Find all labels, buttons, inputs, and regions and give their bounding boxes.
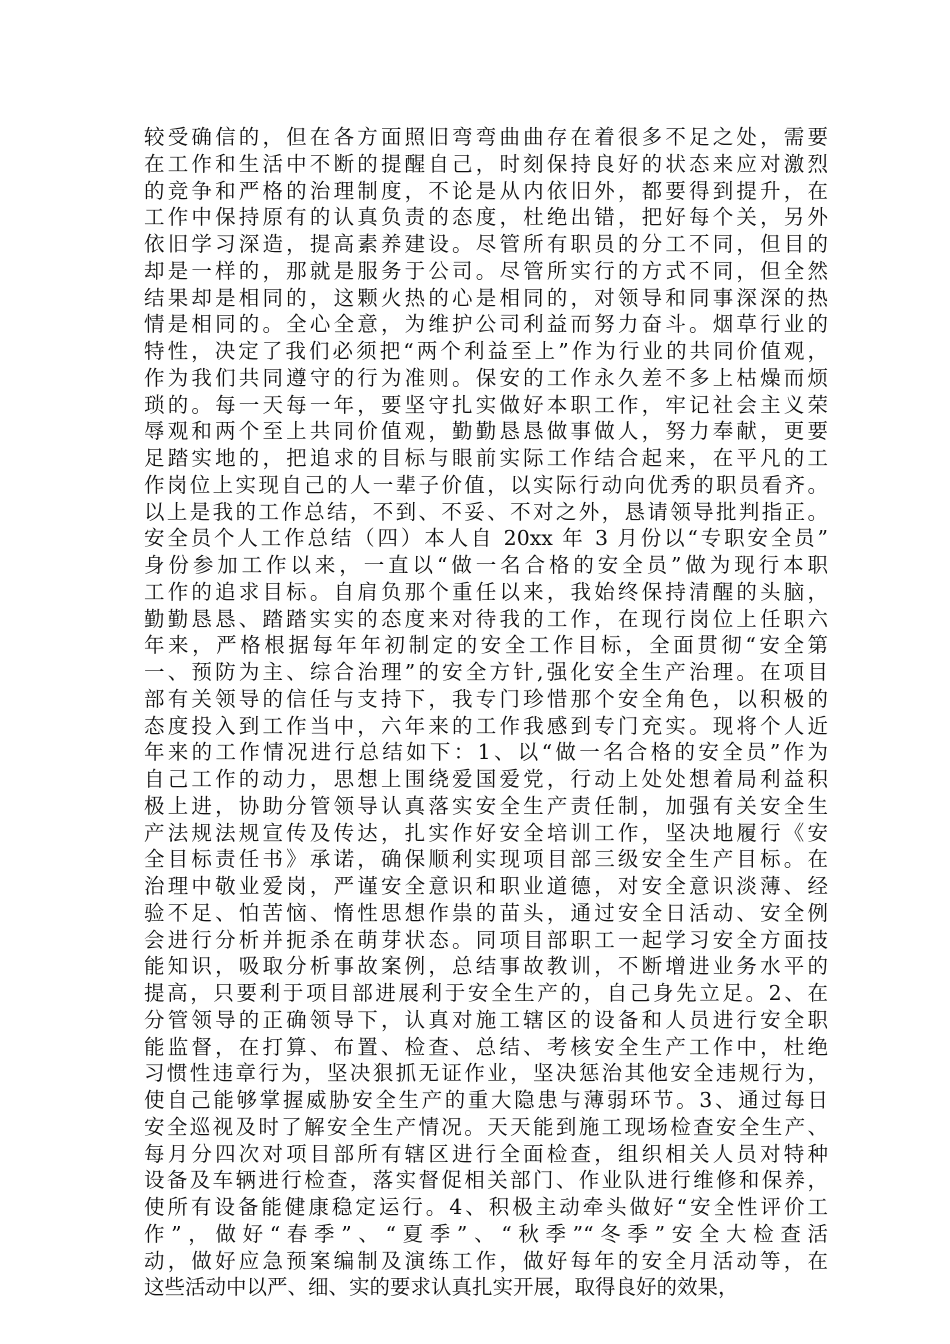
text-line: 特性，决定了我们必须把“两个利益至上”作为行业的共同价值观， — [144, 339, 828, 363]
text-line: 结果却是相同的，这颗火热的心是相同的，对领导和同事深深的热 — [144, 285, 828, 310]
text-line: 勤勤恳恳、踏踏实实的态度来对待我的工作，在现行岗位上任职六 — [144, 606, 828, 631]
text-line: 工作中保持原有的认真负责的态度，杜绝出错，把好每个关，另外 — [144, 205, 828, 230]
text-line: 使自己能够掌握威胁安全生产的重大隐患与薄弱环节。3、通过每日 — [144, 1088, 828, 1112]
text-line: 琐的。每一天每一年，要坚守扎实做好本职工作，牢记社会主义荣 — [144, 392, 828, 417]
text-line: 足踏实地的，把追求的目标与眼前实际工作结合起来，在平凡的工 — [144, 446, 828, 470]
text-line: 依旧学习深造，提高素养建设。尽管所有职员的分工不同，但目的 — [144, 232, 828, 256]
text-line: 极上进，协助分管领导认真落实安全生产责任制，加强有关安全生 — [144, 793, 828, 818]
text-line: 以上是我的工作总结，不到、不妥、不对之外，恳请领导批判指正。 — [144, 499, 828, 524]
text-line: 会进行分析并扼杀在萌芽状态。同项目部职工一起学习安全方面技 — [144, 927, 828, 952]
text-line: 这些活动中以严、细、实的要求认真扎实开展，取得良好的效果， — [144, 1275, 739, 1300]
text-line: 工作的追求目标。自肩负那个重任以来，我始终保持清醒的头脑， — [144, 579, 828, 604]
text-line: 提高，只要利于项目部进展利于安全生产的，自己身先立足。2、在 — [144, 981, 828, 1005]
text-line: 使所有设备能健康稳定运行。4、积极主动牵头做好“安全性评价工 — [144, 1195, 828, 1219]
text-line: 能知识，吸取分析事故案例，总结事故教训，不断增进业务水平的 — [144, 954, 828, 979]
text-line: 动，做好应急预案编制及演练工作，做好每年的安全月活动等，在 — [144, 1248, 828, 1273]
text-line: 习惯性违章行为，坚决狠抓无证作业，坚决惩治其他安全违规行为， — [144, 1061, 828, 1086]
text-line: 却是一样的，那就是服务于公司。尽管所实行的方式不同，但全然 — [144, 258, 828, 283]
text-line: 身份参加工作以来，一直以“做一名合格的安全员”做为现行本职 — [144, 553, 828, 577]
text-line: 作”，做好“春季”、“夏季”、“秋季”“冬季”安全大检查活 — [144, 1221, 828, 1246]
text-line: 作为我们共同遵守的行为准则。保安的工作永久差不多上枯燥而烦 — [144, 365, 828, 390]
text-line: 自己工作的动力，思想上围绕爱国爱党，行动上处处想着局利益积 — [144, 767, 828, 791]
text-line: 部有关领导的信任与支持下，我专门珍惜那个安全角色，以积极的 — [144, 686, 828, 711]
text-line: 的竞争和严格的治理制度，不论是从内依旧外，都要得到提升，在 — [144, 178, 828, 203]
text-line: 态度投入到工作当中，六年来的工作我感到专门充实。现将个人近 — [144, 713, 828, 738]
text-line: 验不足、怕苦恼、惰性思想作祟的苗头，通过安全日活动、安全例 — [144, 900, 828, 925]
text-line: 辱观和两个至上共同价值观，勤勤恳恳做事做人，努力奉献，更要 — [144, 419, 828, 444]
text-line: 产法规法规宣传及传达，扎实作好安全培训工作，坚决地履行《安 — [144, 820, 828, 845]
text-line: 能监督，在打算、布置、检查、总结、考核安全生产工作中，杜绝 — [144, 1034, 828, 1059]
text-line: 情是相同的。全心全意，为维护公司利益而努力奋斗。烟草行业的 — [144, 312, 828, 337]
text-line: 治理中敬业爱岗，严谨安全意识和职业道德，对安全意识淡薄、经 — [144, 874, 828, 898]
text-line: 一、预防为主、综合治理”的安全方针,强化安全生产治理。在项目 — [144, 660, 828, 684]
text-line: 安全员个人工作总结（四）本人自 20xx 年 3 月份以“专职安全员” — [144, 526, 828, 551]
text-line: 在工作和生活中不断的提醒自己，时刻保持良好的状态来应对激烈 — [144, 151, 828, 176]
text-line: 年来，严格根据每年年初制定的安全工作目标，全面贯彻“安全第 — [144, 633, 828, 658]
text-line: 设备及车辆进行检查，落实督促相关部门、作业队进行维修和保养， — [144, 1168, 828, 1193]
text-line: 安全巡视及时了解安全生产情况。天天能到施工现场检查安全生产、 — [144, 1114, 828, 1139]
text-line: 较受确信的，但在各方面照旧弯弯曲曲存在着很多不足之处，需要 — [144, 125, 828, 149]
text-line: 年来的工作情况进行总结如下：1、以“做一名合格的安全员”作为 — [144, 740, 828, 765]
text-line: 全目标责任书》承诺，确保顺利实现项目部三级安全生产目标。在 — [144, 847, 828, 872]
document-body-text — [144, 124, 828, 1301]
text-line: 作岗位上实现自己的人一辈子价值，以实际行动向优秀的职员看齐。 — [144, 472, 828, 497]
text-line: 分管领导的正确领导下，认真对施工辖区的设备和人员进行安全职 — [144, 1007, 828, 1032]
text-line: 每月分四次对项目部所有辖区进行全面检查，组织相关人员对特种 — [144, 1141, 828, 1166]
